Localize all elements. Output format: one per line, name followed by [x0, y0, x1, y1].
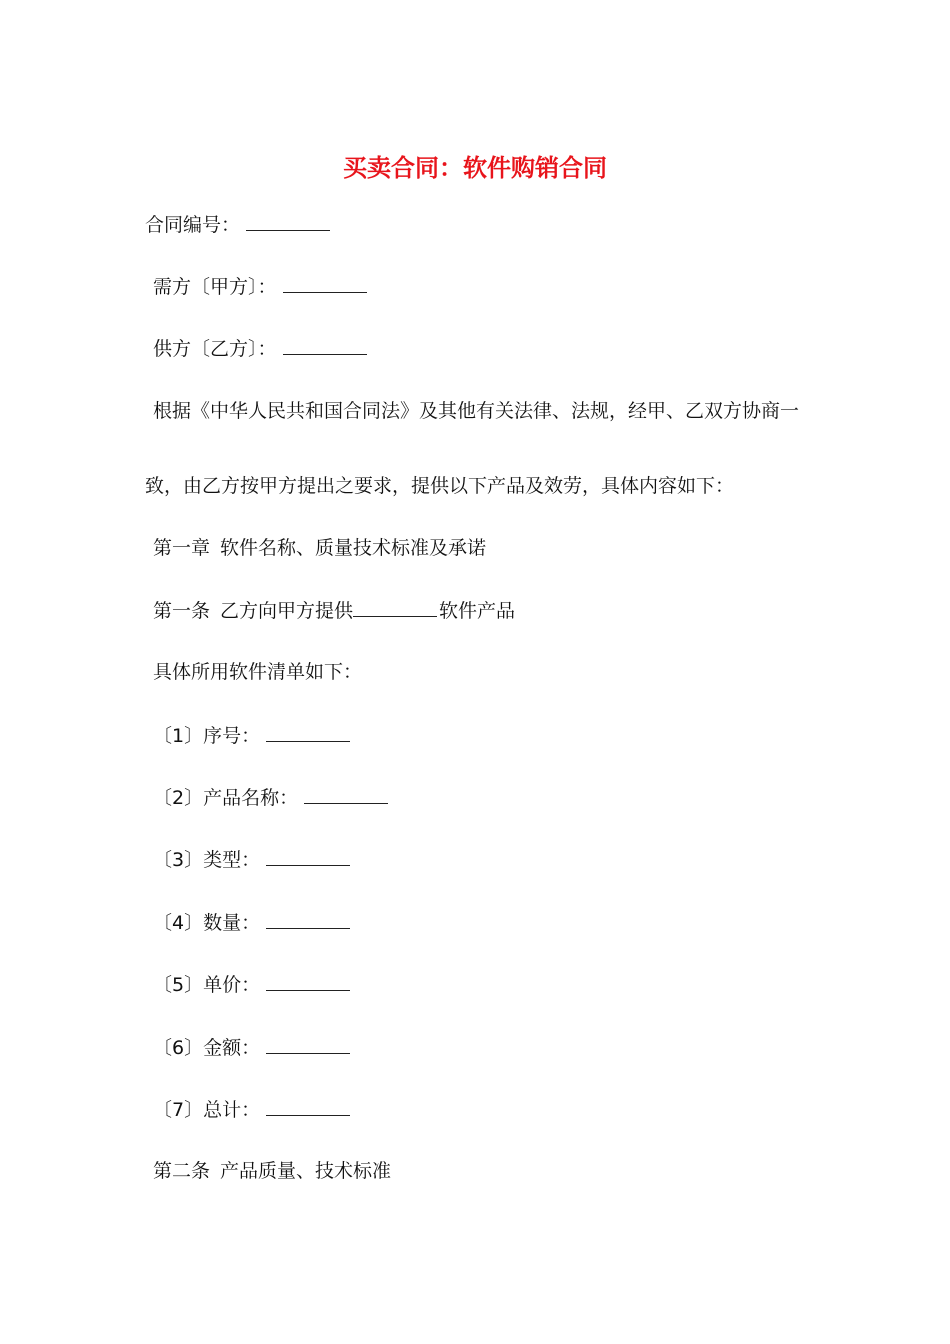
- contract-number-blank: [246, 211, 330, 231]
- list-item: [153, 784, 388, 811]
- article-1-text-after: 软件产品: [439, 600, 516, 622]
- article-2: [153, 1158, 391, 1184]
- list-item-blank: [266, 846, 350, 866]
- chapter-1-title: 软件名称、质量技术标准及承诺: [220, 537, 487, 559]
- party-b-line: [153, 335, 367, 362]
- list-item-blank: [266, 1096, 350, 1116]
- list-item-blank: [266, 1034, 350, 1054]
- document-title: 买卖合同：软件购销合同: [343, 154, 607, 182]
- list-item: [153, 1096, 350, 1123]
- party-a-blank: [283, 273, 367, 293]
- list-intro: 具体所用软件清单如下：: [153, 661, 363, 683]
- list-item-label: 〔4〕数量：: [153, 912, 261, 934]
- list-item: [153, 1034, 350, 1061]
- article-2-number: 第二条: [153, 1160, 211, 1182]
- party-b-blank: [283, 335, 367, 355]
- party-a-line: [153, 273, 367, 300]
- list-item-blank: [266, 909, 350, 929]
- list-item-blank: [304, 784, 388, 804]
- list-item: [153, 971, 350, 998]
- party-b-label: 供方〔乙方〕：: [153, 338, 277, 360]
- party-a-label: 需方〔甲方〕：: [153, 276, 277, 298]
- contract-number-label: 合同编号：: [145, 214, 241, 236]
- article-1: [153, 597, 515, 624]
- list-item-blank: [266, 722, 350, 742]
- article-2-title: 产品质量、技术标准: [220, 1160, 392, 1182]
- article-1-text-before: 乙方向甲方提供: [220, 600, 354, 622]
- list-item-label: 〔5〕单价：: [153, 974, 261, 996]
- article-1-number: 第一条: [153, 600, 211, 622]
- article-1-product-blank: [353, 597, 437, 617]
- list-item: [153, 909, 350, 936]
- list-item: [153, 722, 350, 749]
- contract-number-line: [145, 211, 330, 238]
- list-item-label: 〔2〕产品名称：: [153, 787, 299, 809]
- preamble-line-1: 根据《中华人民共和国合同法》及其他有关法律、法规，经甲、乙双方协商一: [153, 400, 800, 422]
- preamble-line-2: 致，由乙方按甲方提出之要求，提供以下产品及效劳，具体内容如下：: [145, 475, 735, 497]
- chapter-1-heading: [153, 535, 486, 561]
- list-item: [153, 846, 350, 873]
- list-item-label: 〔3〕类型：: [153, 849, 261, 871]
- chapter-1-number: 第一章: [153, 537, 211, 559]
- list-item-label: 〔1〕序号：: [153, 725, 261, 747]
- list-item-label: 〔6〕金额：: [153, 1037, 261, 1059]
- list-item-blank: [266, 971, 350, 991]
- list-item-label: 〔7〕总计：: [153, 1099, 261, 1121]
